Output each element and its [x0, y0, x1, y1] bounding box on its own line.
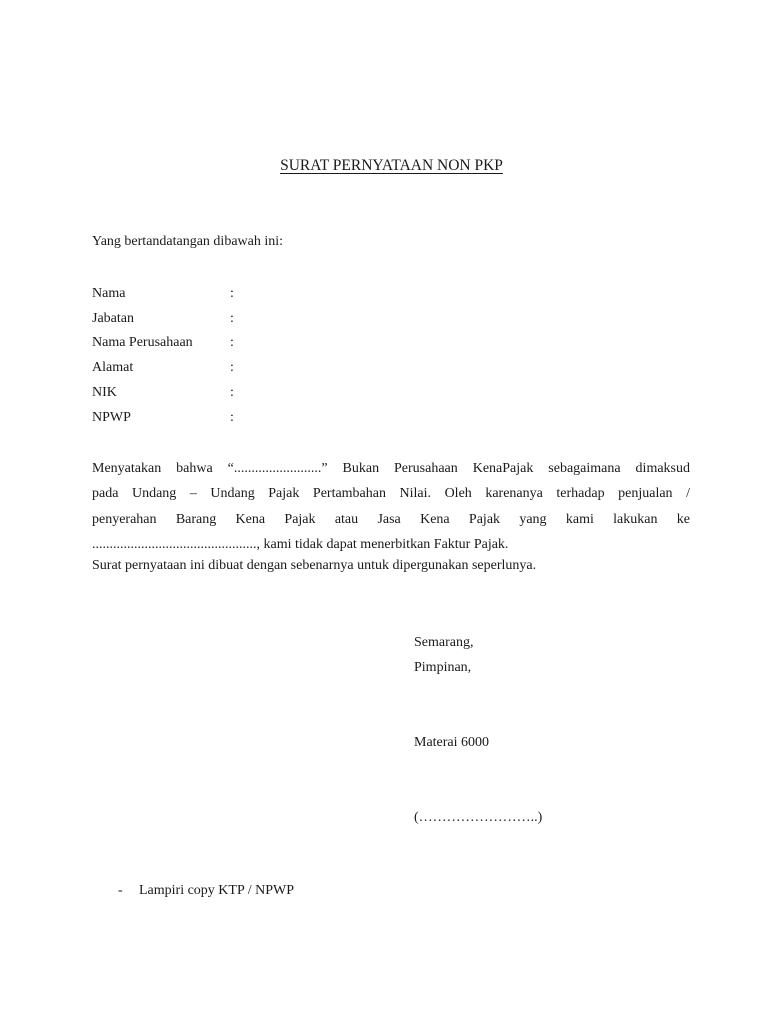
- field-label-nama-perusahaan: Nama Perusahaan: [92, 335, 193, 350]
- statement-paragraph: [92, 456, 690, 557]
- bullet-dash: -: [118, 883, 123, 898]
- statement-line: penyerahan Barang Kena Pajak atau Jasa Kena Pajak yang kami lakukan ke: [92, 511, 690, 527]
- intro-text: Yang bertandatangan dibawah ini:: [92, 234, 284, 249]
- field-label-nama: Nama: [92, 286, 126, 301]
- document-title: SURAT PERNYATAAN NON PKP: [280, 157, 503, 174]
- field-colon: :: [230, 286, 234, 301]
- field-colon: :: [230, 360, 234, 375]
- field-label-npwp: NPWP: [92, 410, 131, 425]
- field-colon: :: [230, 311, 234, 326]
- statement-line: ..............................................., kami tidak dapat menerbitkan Faktur Pajak.: [92, 536, 509, 552]
- stamp-label: Materai 6000: [414, 735, 490, 750]
- field-colon: :: [230, 410, 234, 425]
- signature-name-placeholder: (……………………..): [414, 810, 543, 825]
- field-colon: :: [230, 335, 234, 350]
- statement-line: Menyatakan bahwa “.........................” Bukan Perusahaan KenaPajak sebagaimana dimaksud: [92, 461, 690, 476]
- statement-line: pada Undang – Undang Pajak Pertambahan Nilai. Oleh karenanya terhadap penjualan /: [92, 486, 690, 502]
- field-label-jabatan: Jabatan: [92, 311, 134, 326]
- field-label-alamat: Alamat: [92, 360, 134, 375]
- signature-role: Pimpinan,: [414, 660, 472, 675]
- closing-text: Surat pernyataan ini dibuat dengan sebenarnya untuk dipergunakan seperlunya.: [92, 558, 537, 573]
- field-colon: :: [230, 385, 234, 400]
- attachment-note: Lampiri copy KTP / NPWP: [139, 883, 295, 898]
- signature-place: Semarang,: [414, 635, 474, 650]
- field-label-nik: NIK: [92, 385, 117, 400]
